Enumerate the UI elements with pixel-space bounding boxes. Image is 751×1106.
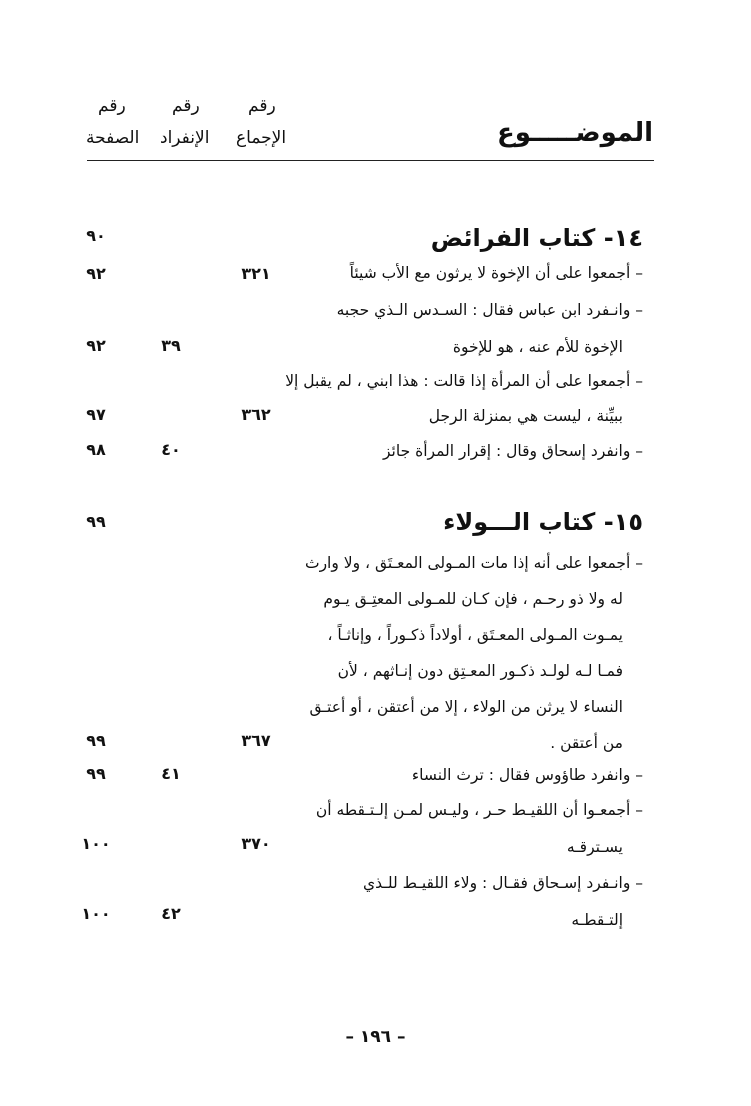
section-page: ٩٠	[86, 226, 106, 245]
entry-infirad: ٣٩	[161, 336, 181, 355]
entry-page: ٩٩	[86, 764, 106, 783]
entry-page: ٩٢	[86, 264, 106, 283]
entry-ijmaa: ٣٦٢	[241, 405, 271, 424]
entry-line: ببيِّنة ، ليست هي بمنزلة الرجل	[428, 407, 623, 425]
header-topic-label: الموضـــــوع	[496, 118, 653, 148]
entry-line: من أعتقن .	[550, 734, 623, 752]
entry-page: ٩٩	[86, 731, 106, 750]
header-ijmaa-label: الإجماع	[236, 128, 287, 148]
entry-line: يسـترقـه	[566, 838, 623, 856]
header-ijmaa-top: رقم	[248, 96, 276, 116]
section-title: ١٥- كتاب الـــولاء	[443, 508, 643, 536]
entry-page: ٩٨	[86, 440, 106, 459]
page-number: – ١٩٦ –	[345, 1027, 406, 1047]
entry-line: – أجمعوا على أنه إذا مات المـولى المعـتَق ، ولا وارث	[304, 554, 643, 572]
header-page-top: رقم	[98, 96, 126, 116]
entry-page: ١٠٠	[81, 834, 111, 853]
entry-line: – وانفرد طاؤوس فقال : ترث النساء	[411, 766, 643, 784]
entry-ijmaa: ٣٦٧	[241, 731, 271, 750]
entry-line: – أجمعـوا أن اللقيـط حـر ، وليـس لمـن إلـتـقطه أن	[315, 801, 643, 819]
entry-infirad: ٤٢	[161, 904, 181, 923]
entry-line: – أجمعوا على أن الإخوة لا يرثون مع الأب شيئاً	[349, 264, 643, 282]
entry-infirad: ٤١	[161, 764, 181, 783]
entry-line: يمـوت المـولى المعـتَق ، أولاداً ذكـوراً ، وإناثـاً ،	[327, 626, 623, 644]
entry-ijmaa: ٣٢١	[241, 264, 271, 283]
entry-page: ٩٧	[86, 405, 106, 424]
header-page-label: الصفحة	[86, 128, 140, 148]
header-infirad-top: رقم	[172, 96, 200, 116]
section-page: ٩٩	[86, 512, 106, 531]
entry-line: له ولا ذو رحـم ، فإن كـان للمـولى المعتِـق يـوم	[323, 590, 623, 608]
entry-line: – وانفرد إسحاق وقال : إقرار المرأة جائز	[383, 442, 643, 460]
header-divider	[87, 160, 654, 161]
entry-line: – أجمعوا على أن المرأة إذا قالت : هذا ابني ، لم يقبل إلا	[285, 372, 643, 390]
entry-line: إلتـقطـه	[571, 911, 623, 929]
entry-infirad: ٤٠	[161, 440, 181, 459]
entry-line: الإخوة للأم عنه ، هو للإخوة	[452, 338, 623, 356]
entry-page: ١٠٠	[81, 904, 111, 923]
entry-ijmaa: ٣٧٠	[241, 834, 271, 853]
header-infirad-label: الإنفراد	[160, 128, 210, 148]
section-title: ١٤- كتاب الفرائض	[430, 224, 643, 252]
entry-line: النساء لا يرثن من الولاء ، إلا من أعتقن ، أو أعتـق	[309, 698, 623, 716]
entry-line: – وانـفرد ابن عباس فقال : السـدس الـذي حجبه	[336, 301, 643, 319]
entry-page: ٩٢	[86, 336, 106, 355]
entry-line: فمـا لـه لولـد ذكـور المعـتِق دون إنـاثهم ، لأن	[337, 662, 623, 680]
entry-line: – وانـفرد إسـحاق فقـال : ولاء اللقيـط للـذي	[363, 874, 643, 892]
